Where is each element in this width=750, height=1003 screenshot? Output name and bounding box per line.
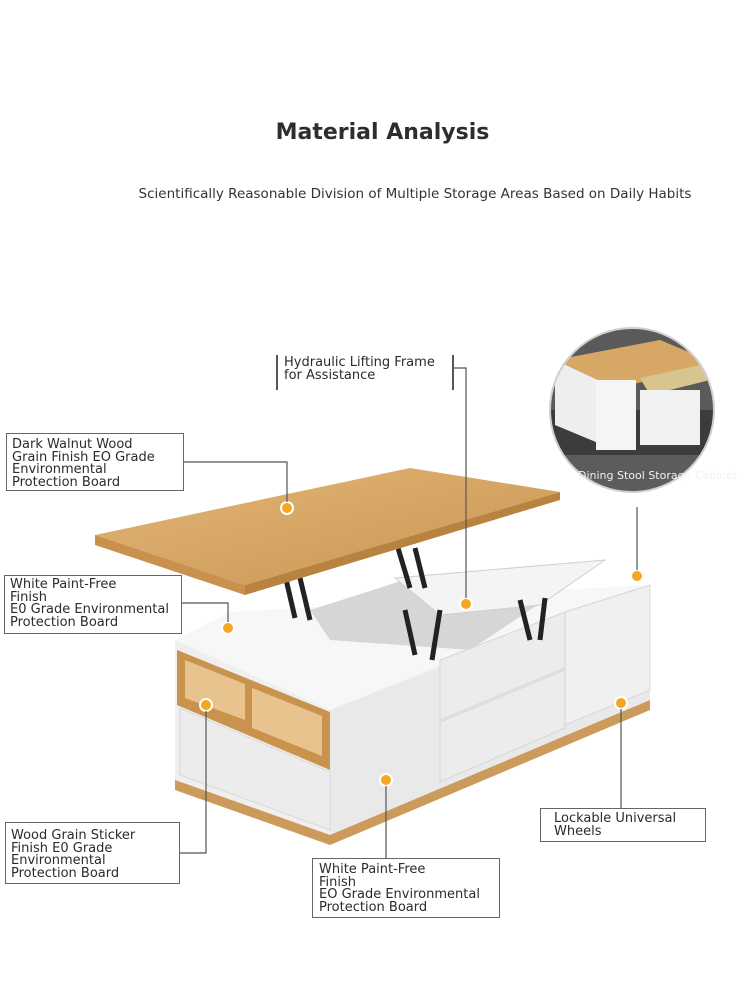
callout-wheels: Lockable Universal Wheels — [540, 808, 706, 842]
callout-wood-sticker: Wood Grain Sticker Finish E0 Grade Environmental Protection Board — [5, 822, 180, 884]
callout-hydraulic: Hydraulic Lifting Frame for Assistance — [276, 355, 454, 390]
page-title: Material Analysis — [275, 120, 490, 145]
page-subtitle: Scientifically Reasonable Division of Multiple Storage Areas Based on Daily Habits — [138, 186, 692, 202]
inset-photo — [540, 320, 730, 500]
inset-caption: Dining Stool Storage Cabinet — [578, 469, 738, 482]
callout-top-board: Dark Walnut Wood Grain Finish EO Grade Environmental Protection Board — [6, 433, 184, 491]
callout-white-finish-left: White Paint-Free Finish E0 Grade Environmental Protection Board — [4, 575, 182, 634]
callout-white-finish-bottom: White Paint-Free Finish EO Grade Environmental Protection Board — [312, 858, 500, 918]
